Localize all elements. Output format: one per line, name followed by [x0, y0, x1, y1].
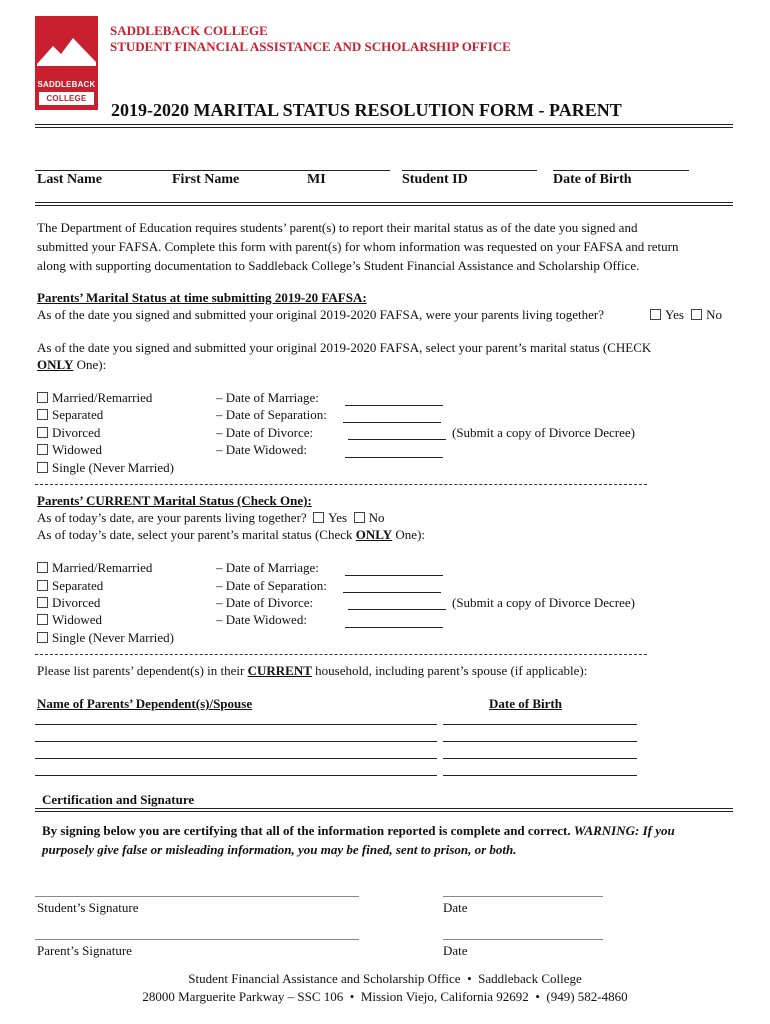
- current-married-label: Married/Remarried: [52, 560, 153, 575]
- current-marriage-date-input[interactable]: [345, 575, 443, 576]
- current-divorced-checkbox[interactable]: [37, 597, 48, 608]
- current-widowed-label: Widowed: [52, 612, 103, 627]
- parent-signature-label: Parent’s Signature: [37, 943, 132, 958]
- student-signature-input[interactable]: [35, 896, 359, 897]
- section-divider-1: [35, 484, 647, 485]
- current-option-widowed: [37, 610, 102, 629]
- id-rule: [35, 202, 733, 206]
- footer-line-1: Student Financial Assistance and Scholarship Office • Saddleback College: [188, 971, 582, 986]
- mi-label: MI: [307, 172, 326, 187]
- fafsa-divorce-date-input[interactable]: [348, 439, 446, 440]
- dependents-prompt: [37, 661, 587, 680]
- current-living-question-text: As of today’s date, are your parents living together?: [37, 510, 307, 525]
- current-separation-date-input[interactable]: [343, 592, 441, 593]
- fafsa-divorced-checkbox[interactable]: [37, 427, 48, 438]
- dependents-name-header: Name of Parents’ Dependent(s)/Spouse: [37, 696, 253, 711]
- current-married-checkbox[interactable]: [37, 562, 48, 573]
- dependent-dob-input-1[interactable]: [443, 724, 637, 725]
- fafsa-option-separated: [37, 405, 103, 424]
- current-date-widowed-label: – Date Widowed:: [216, 612, 307, 627]
- current-separated-checkbox[interactable]: [37, 580, 48, 591]
- current-widowed-date-input[interactable]: [345, 627, 443, 628]
- fafsa-yes-checkbox[interactable]: [650, 309, 661, 320]
- fafsa-divorce-note: (Submit a copy of Divorce Decree): [452, 425, 636, 440]
- first-name-label: First Name: [172, 172, 240, 187]
- warning-text-2: purposely give false or misleading information, you may be fined, sent to prison, or both.: [42, 842, 517, 857]
- student-date-label: Date: [443, 900, 468, 915]
- dependent-dob-input-4[interactable]: [443, 775, 637, 776]
- fafsa-status-heading: Parents’ Marital Status at time submitting 2019-20 FAFSA:: [37, 290, 367, 305]
- fafsa-yes-label: Yes: [665, 307, 684, 322]
- student-id-label: Student ID: [402, 172, 468, 187]
- fafsa-widowed-label: Widowed: [52, 442, 103, 457]
- student-signature-label: Student’s Signature: [37, 900, 139, 915]
- fafsa-no-checkbox[interactable]: [691, 309, 702, 320]
- footer-college: Saddleback College: [478, 971, 582, 986]
- intro-line-2: submitted your FAFSA. Complete this form with parent(s) for whom information was requested on your FAFSA and return: [37, 239, 679, 254]
- intro-line-1: The Department of Education requires students’ parent(s) to report their marital status as of the date you signed and: [37, 220, 638, 235]
- current-yes-label: Yes: [328, 510, 348, 525]
- current-option-single: [37, 628, 174, 647]
- footer-city: Mission Viejo, California 92692: [360, 989, 529, 1004]
- page-title: 2019-2020 MARITAL STATUS RESOLUTION FORM - PARENT: [111, 100, 622, 120]
- warning-text-1: WARNING: If you: [573, 823, 675, 838]
- certification-statement: [42, 821, 675, 840]
- dob-label: Date of Birth: [553, 172, 632, 187]
- fafsa-date-marriage-label: – Date of Marriage:: [216, 390, 319, 405]
- student-date-input[interactable]: [443, 896, 603, 897]
- fafsa-date-widowed-label: – Date Widowed:: [216, 442, 307, 457]
- current-date-separation-label: – Date of Separation:: [216, 578, 327, 593]
- fafsa-single-checkbox[interactable]: [37, 462, 48, 473]
- fafsa-option-single: [37, 458, 174, 477]
- fafsa-separation-date-input[interactable]: [343, 422, 441, 423]
- current-divorce-date-input[interactable]: [348, 609, 446, 610]
- dependent-name-input-4[interactable]: [35, 775, 437, 776]
- logo-text-bottom: COLLEGE: [46, 94, 87, 103]
- parent-date-input[interactable]: [443, 939, 603, 940]
- fafsa-no-label: No: [706, 307, 723, 322]
- intro-line-3: along with supporting documentation to Saddleback College’s Student Financial Assistance and Scholarship Office.: [37, 258, 640, 273]
- last-name-label: Last Name: [37, 172, 102, 187]
- fafsa-divorced-label: Divorced: [52, 425, 101, 440]
- current-date-marriage-label: – Date of Marriage:: [216, 560, 319, 575]
- dependent-dob-input-3[interactable]: [443, 758, 637, 759]
- student-id-input-line[interactable]: [402, 170, 537, 171]
- current-select-question: [37, 525, 425, 544]
- parent-signature-input[interactable]: [35, 939, 359, 940]
- current-widowed-checkbox[interactable]: [37, 614, 48, 625]
- name-input-line[interactable]: [35, 170, 390, 171]
- dependent-name-input-1[interactable]: [35, 724, 437, 725]
- fafsa-living-question: As of the date you signed and submitted your original 2019-2020 FAFSA, were your parents living together?: [37, 307, 604, 322]
- fafsa-date-divorce-label: – Date of Divorce:: [216, 425, 314, 440]
- dependent-name-input-3[interactable]: [35, 758, 437, 759]
- certification-rule: [35, 808, 733, 812]
- footer-phone: (949) 582-4860: [546, 989, 628, 1004]
- fafsa-select-question-1: As of the date you signed and submitted your original 2019-2020 FAFSA, select your parent’s marital status (CHECK: [37, 340, 652, 355]
- certification-text: By signing below you are certifying that all of the information reported is complete and correct.: [42, 823, 571, 838]
- parent-date-label: Date: [443, 943, 468, 958]
- fafsa-one-text: One):: [76, 357, 107, 372]
- fafsa-widowed-date-input[interactable]: [345, 457, 443, 458]
- current-single-checkbox[interactable]: [37, 632, 48, 643]
- fafsa-living-options: [650, 305, 722, 324]
- current-option-married: [37, 558, 152, 577]
- current-only-emphasis: ONLY: [355, 527, 393, 542]
- current-divorce-note: (Submit a copy of Divorce Decree): [452, 595, 636, 610]
- dependents-dob-header: Date of Birth: [489, 696, 562, 711]
- section-divider-2: [35, 654, 647, 655]
- current-status-heading: Parents’ CURRENT Marital Status (Check One):: [37, 493, 312, 508]
- current-no-checkbox[interactable]: [354, 512, 365, 523]
- fafsa-option-widowed: [37, 440, 102, 459]
- current-one-text: One):: [395, 527, 426, 542]
- current-separated-label: Separated: [52, 578, 104, 593]
- current-divorced-label: Divorced: [52, 595, 101, 610]
- fafsa-widowed-checkbox[interactable]: [37, 444, 48, 455]
- college-name: SADDLEBACK COLLEGE: [110, 23, 268, 38]
- current-no-label: No: [368, 510, 385, 525]
- footer-office: Student Financial Assistance and Scholarship Office: [188, 971, 461, 986]
- current-date-divorce-label: – Date of Divorce:: [216, 595, 314, 610]
- dob-input-line[interactable]: [553, 170, 689, 171]
- fafsa-date-separation-label: – Date of Separation:: [216, 407, 327, 422]
- dependents-prompt-text-2: household, including parent’s spouse (if applicable):: [315, 663, 588, 678]
- fafsa-married-label: Married/Remarried: [52, 390, 153, 405]
- dependents-prompt-text-1: Please list parents’ dependent(s) in their: [37, 663, 245, 678]
- footer-address: 28000 Marguerite Parkway – SSC 106: [142, 989, 344, 1004]
- office-name: STUDENT FINANCIAL ASSISTANCE AND SCHOLARSHIP OFFICE: [110, 39, 511, 54]
- logo-text-top: SADDLEBACK: [37, 80, 96, 89]
- title-rule: [35, 124, 733, 128]
- fafsa-married-checkbox[interactable]: [37, 392, 48, 403]
- footer-line-2: 28000 Marguerite Parkway – SSC 106 • Mission Viejo, California 92692 • (949) 582-4860: [142, 989, 628, 1004]
- current-select-text: As of today’s date, select your parent’s marital status (Check: [37, 527, 353, 542]
- fafsa-select-question-2: [37, 355, 106, 374]
- current-single-label: Single (Never Married): [52, 630, 175, 645]
- fafsa-only-emphasis: ONLY: [37, 357, 74, 372]
- fafsa-separated-label: Separated: [52, 407, 104, 422]
- college-logo: [35, 16, 98, 110]
- fafsa-separated-checkbox[interactable]: [37, 409, 48, 420]
- fafsa-single-label: Single (Never Married): [52, 460, 175, 475]
- current-yes-checkbox[interactable]: [313, 512, 324, 523]
- certification-heading: Certification and Signature: [42, 792, 195, 807]
- dependent-dob-input-2[interactable]: [443, 741, 637, 742]
- dependents-current-emphasis: CURRENT: [247, 663, 312, 678]
- dependent-name-input-2[interactable]: [35, 741, 437, 742]
- fafsa-marriage-date-input[interactable]: [345, 405, 443, 406]
